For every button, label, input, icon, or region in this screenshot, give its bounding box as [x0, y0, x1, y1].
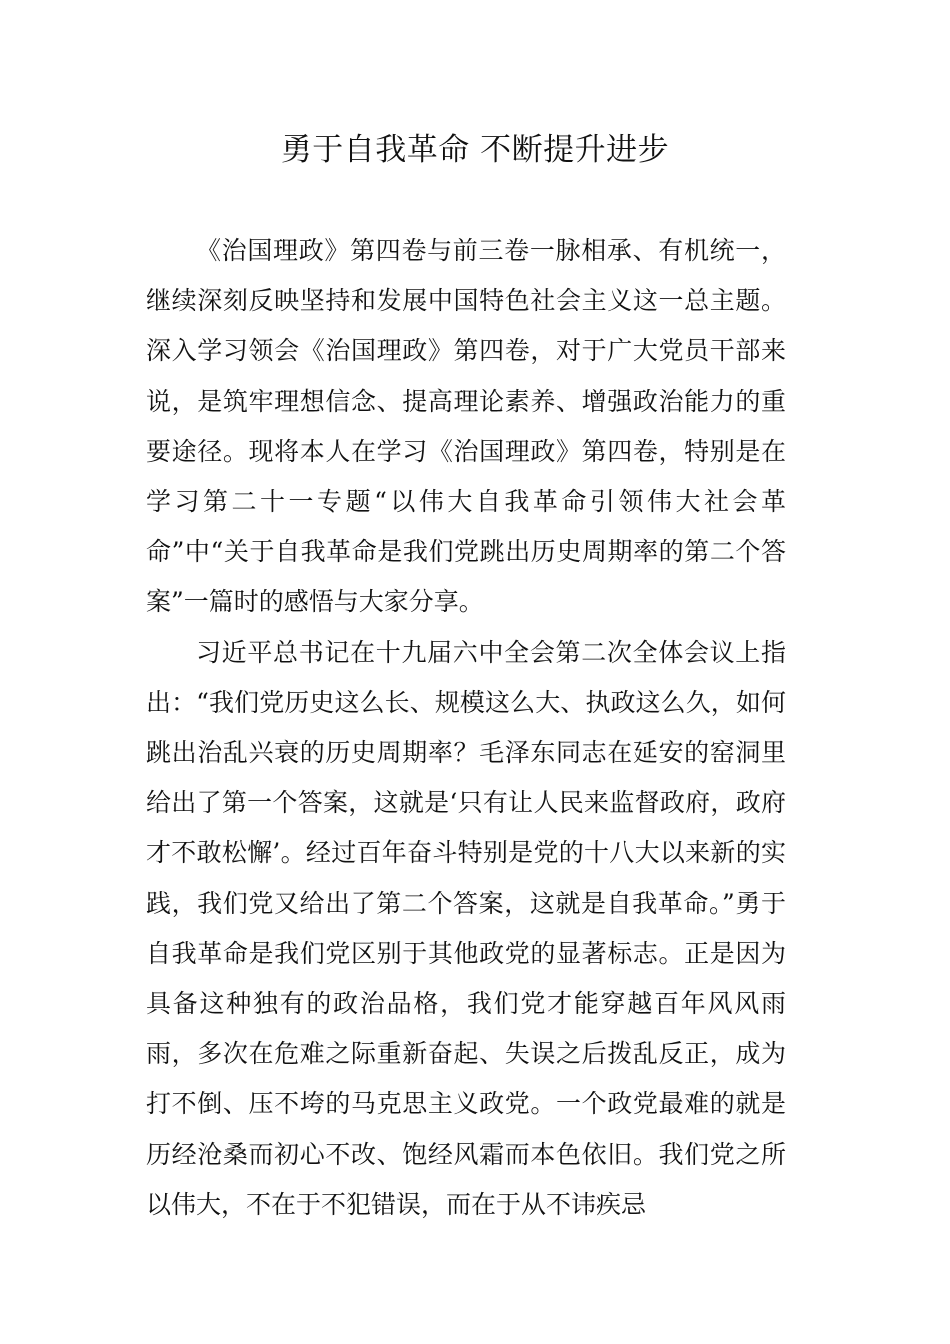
document-body — [146, 226, 786, 1230]
paragraph-2: 习近平总书记在十九届六中全会第二次全体会议上指出：“我们党历史这么长、规模这么大、执政这么久，如何跳出治乱兴衰的历史周期率？毛泽东同志在延安的窑洞里给出了第一个答案，这就是‘只有让人民来监督政府，政府才不敢松懈’。经过百年奋斗特别是党的十八大以来新的实践，我们党又给出了第二个答案，这就是自我革命。”勇于自我革命是我们党区别于其他政党的显著标志。正是因为具备这种独有的政治品格，我们党才能穿越百年风风雨雨，多次在危难之际重新奋起、失误之后拨乱反正，成为打不倒、压不垮的马克思主义政党。一个政党最难的就是历经沧桑而初心不改、饱经风霜而本色依旧。我们党之所以伟大，不在于不犯错误，而在于从不讳疾忌 — [146, 637, 786, 1219]
paragraph-1: 《治国理政》第四卷与前三卷一脉相承、有机统一，继续深刻反映坚持和发展中国特色社会主义这一总主题。深入学习领会《治国理政》第四卷，对于广大党员干部来说，是筑牢理想信念、提高理论素养、增强政治能力的重要途径。现将本人在学习《治国理政》第四卷，特别是在学习第二十一专题“以伟大自我革命引领伟大社会革命”中“关于自我革命是我们党跳出历史周期率的第二个答案”一篇时的感悟与大家分享。 — [146, 236, 786, 617]
document-title: 勇于自我革命 不断提升进步 — [280, 132, 670, 168]
